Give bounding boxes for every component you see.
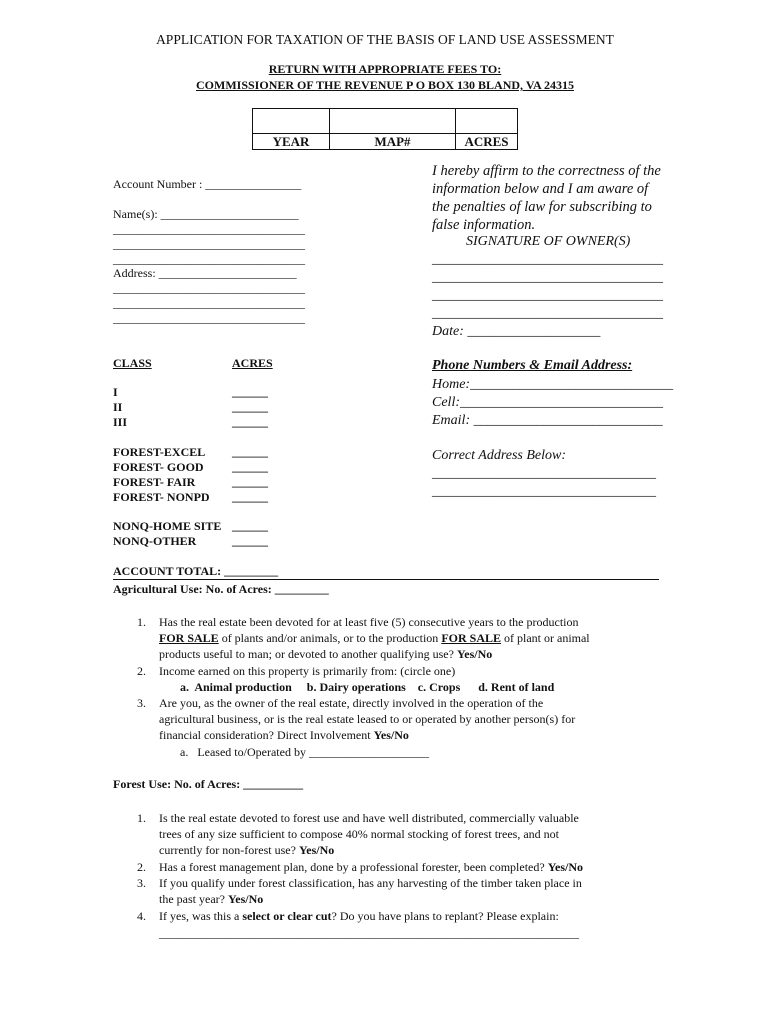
map-label: MAP# xyxy=(374,134,411,149)
names-field[interactable]: Name(s): _______________________ xyxy=(113,207,299,221)
agri-q3-line2: agricultural business, or is the real estate leased to or operated by another person(s) for xyxy=(159,712,576,726)
nonq-other: NONQ-OTHER xyxy=(113,534,197,548)
forest-q1-line3: currently for non-forest use? Yes/No xyxy=(159,843,335,857)
agri-q3-line1: Are you, as the owner of the real estate, directly involved in the operation of the xyxy=(159,696,544,710)
forest-q2-text: Has a forest management plan, done by a professional forester, been completed? Yes/No xyxy=(159,860,584,874)
forest-q3-yes-no[interactable]: Yes/No xyxy=(227,892,264,906)
agri-q3-line3: financial consideration? Direct Involvement Yes/No xyxy=(159,728,409,742)
income-options[interactable]: a. Animal production b. Dairy operations c. Crops d. Rent of land xyxy=(180,680,555,694)
address-line-4[interactable]: ________________________________ xyxy=(113,311,305,325)
class-ii-acres[interactable]: ______ xyxy=(232,400,268,414)
commissioner-address: COMMISSIONER OF THE REVENUE P O BOX 130 BLAND, VA 24315 xyxy=(196,78,574,92)
signature-line-2[interactable]: _________________________________ xyxy=(432,270,663,285)
class-i: I xyxy=(113,385,118,399)
names-line-4[interactable]: ________________________________ xyxy=(113,252,305,266)
address-field[interactable]: Address: _______________________ xyxy=(113,266,297,280)
forest-q3-number: 3. xyxy=(137,876,146,890)
form-title: APPLICATION FOR TAXATION OF THE BASIS OF LAND USE ASSESSMENT xyxy=(156,32,614,47)
class-iii-acres[interactable]: ______ xyxy=(232,415,268,429)
parcel-id-grid xyxy=(252,108,518,150)
email-field[interactable]: Email: ___________________________ xyxy=(432,413,663,428)
date-field[interactable]: Date: ___________________ xyxy=(432,324,601,339)
signature-line-3[interactable]: _________________________________ xyxy=(432,288,663,303)
affirmation-text: I hereby affirm to the correctness of the information below and I am aware of the penalties of law for subscribing to false information. xyxy=(432,163,661,233)
forest-q4-number: 4. xyxy=(137,909,146,923)
forest-q1-number: 1. xyxy=(137,811,146,825)
agri-q1-yes-no[interactable]: Yes/No xyxy=(456,647,493,661)
signature-label: SIGNATURE OF OWNER(S) xyxy=(466,234,631,249)
class-header: CLASS xyxy=(113,356,152,370)
forest-excel-acres[interactable]: ______ xyxy=(232,445,268,459)
forest-nonpd: FOREST- NONPD xyxy=(113,490,210,504)
signature-line-1[interactable]: _________________________________ xyxy=(432,252,663,267)
forest-acres-field[interactable]: Forest Use: No. of Acres: __________ xyxy=(113,777,304,791)
nonq-home-site-acres[interactable]: ______ xyxy=(232,519,268,533)
class-ii: II xyxy=(113,400,123,414)
address-line-2[interactable]: ________________________________ xyxy=(113,281,305,295)
account-number-field[interactable]: Account Number : ________________ xyxy=(113,177,302,191)
agricultural-acres-field[interactable]: Agricultural Use: No. of Acres: _________ xyxy=(113,582,329,596)
forest-fair-acres[interactable]: ______ xyxy=(232,475,268,489)
forest-excel: FOREST-EXCEL xyxy=(113,445,206,459)
divider-rule xyxy=(113,579,659,580)
agri-q1-number: 1. xyxy=(137,615,146,629)
nonq-other-acres[interactable]: ______ xyxy=(232,534,268,548)
acres-header: ACRES xyxy=(232,356,273,370)
correct-address-line-2[interactable]: ________________________________ xyxy=(432,484,656,499)
forest-q4-text: If yes, was this a select or clear cut? Do you have plans to replant? Please explain: xyxy=(159,909,559,923)
agri-q1-line2: FOR SALE of plants and/or animals, or to the production FOR SALE of plant or animal xyxy=(159,631,590,645)
correct-address-label: Correct Address Below: xyxy=(432,448,567,463)
forest-q3-line2: the past year? Yes/No xyxy=(159,892,264,906)
forest-q1-line2: trees of any size sufficient to compose 40% normal stocking of forest trees, and not xyxy=(159,827,560,841)
forest-fair: FOREST- FAIR xyxy=(113,475,196,489)
agri-q3-yes-no[interactable]: Yes/No xyxy=(373,728,409,742)
agri-q3-number: 3. xyxy=(137,696,146,710)
forest-q1-line1: Is the real estate devoted to forest use and have well distributed, commercially valuable xyxy=(159,811,579,825)
contact-heading: Phone Numbers & Email Address: xyxy=(432,358,633,373)
leased-to-field[interactable]: a. Leased to/Operated by ____________________ xyxy=(180,745,429,759)
signature-line-4[interactable]: _________________________________ xyxy=(432,306,663,321)
forest-explain-line[interactable]: ______________________________________________________________________ xyxy=(159,926,579,940)
account-total[interactable]: ACCOUNT TOTAL: _________ xyxy=(113,564,279,578)
agri-q2-text: Income earned on this property is primarily from: (circle one) xyxy=(159,664,456,678)
forest-q3-line1: If you qualify under forest classification, has any harvesting of the timber taken place in xyxy=(159,876,582,890)
forest-q2-number: 2. xyxy=(137,860,146,874)
names-line-3[interactable]: ________________________________ xyxy=(113,237,305,251)
class-iii: III xyxy=(113,415,128,429)
year-label: YEAR xyxy=(272,134,310,149)
forest-q2-yes-no[interactable]: Yes/No xyxy=(547,860,584,874)
agri-q1-line1: Has the real estate been devoted for at least five (5) consecutive years to the production xyxy=(159,615,579,629)
return-instruction: RETURN WITH APPROPRIATE FEES TO: xyxy=(268,62,502,76)
correct-address-line-1[interactable]: ________________________________ xyxy=(432,466,656,481)
cell-phone-field[interactable]: Cell:_____________________________ xyxy=(432,395,663,410)
agri-q1-line3: products useful to man; or devoted to another qualifying use? Yes/No xyxy=(159,647,493,661)
address-line-3[interactable]: ________________________________ xyxy=(113,296,305,310)
forest-q1-yes-no[interactable]: Yes/No xyxy=(298,843,335,857)
forest-good-acres[interactable]: ______ xyxy=(232,460,268,474)
nonq-home-site: NONQ-HOME SITE xyxy=(113,519,222,533)
forest-nonpd-acres[interactable]: ______ xyxy=(232,490,268,504)
names-line-2[interactable]: ________________________________ xyxy=(113,222,305,236)
home-phone-field[interactable]: Home:_____________________________ xyxy=(432,377,674,392)
class-i-acres[interactable]: ______ xyxy=(232,385,268,399)
forest-good: FOREST- GOOD xyxy=(113,460,204,474)
agri-q2-number: 2. xyxy=(137,664,146,678)
acres-label: ACRES xyxy=(464,134,509,149)
